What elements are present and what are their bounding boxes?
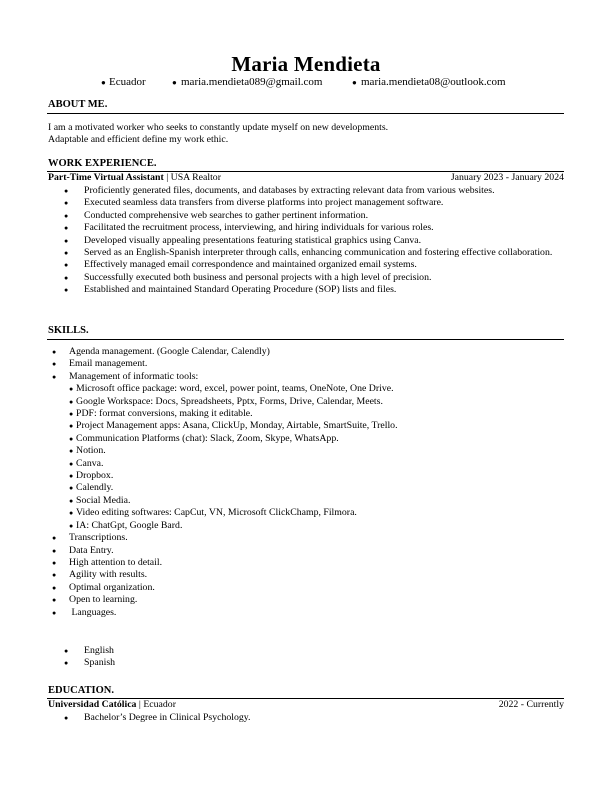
list-item: ● Bachelor’s Degree in Clinical Psychology. (64, 712, 251, 723)
bullet-icon: ● (64, 714, 69, 722)
bullet-icon: ● (69, 410, 74, 419)
list-item: ● Dropbox. (69, 470, 114, 482)
bullet-icon: ● (64, 199, 69, 208)
about-title: ABOUT ME. (48, 99, 108, 110)
bullet-icon: ● (52, 608, 57, 617)
bullet-icon: ● (69, 521, 74, 530)
list-item: ● Executed seamless data transfers from diverse platforms into project management software. (64, 197, 444, 209)
list-item: ● Project Management apps: Asana, ClickUp, Monday, Airtable, SmartSuite, Trello. (69, 420, 398, 432)
contact-location: Ecuador (109, 76, 146, 88)
bullet-icon: ● (69, 385, 74, 394)
list-item: ● High attention to detail. (52, 556, 163, 568)
bullet-icon: ● (52, 348, 57, 356)
list-item: ● Data Entry. (52, 544, 114, 556)
bullet-icon: ● (69, 484, 74, 493)
bullet-icon: ● (352, 78, 357, 87)
candidate-name: Maria Mendieta (231, 52, 381, 76)
list-item: ● Transcriptions. (52, 532, 128, 544)
bullet-icon: ● (52, 583, 57, 592)
bullet-icon: ● (69, 472, 74, 481)
school-name: Universidad Católica (48, 699, 137, 710)
list-item: ● Successfully executed both business and personal projects with a high level of precision. (64, 271, 432, 283)
list-item: ● PDF: format conversions, making it editable. (69, 408, 253, 420)
bullet-icon: ● (69, 496, 74, 505)
list-item: ● Conducted comprehensive web searches to gather pertinent information. (64, 209, 369, 221)
list-item: ● Open to learning. (52, 594, 138, 606)
list-item: ● IA: ChatGpt, Google Bard. (69, 519, 183, 531)
contact-email-outlook[interactable]: maria.mendieta08@outlook.com (361, 76, 506, 88)
education-header (48, 699, 564, 710)
bullet-icon: ● (69, 447, 74, 456)
about-line: I am a motivated worker who seeks to constantly update myself on new developments. (48, 122, 389, 133)
bullet-icon: ● (52, 596, 57, 605)
list-item: ● English (64, 645, 114, 656)
job-header (48, 172, 564, 183)
list-item: ● Languages. (52, 606, 117, 618)
skills-list (48, 346, 398, 619)
bullet-icon: ● (64, 659, 69, 668)
bullet-icon: ● (52, 372, 57, 381)
bullet-icon: ● (64, 249, 69, 258)
bullet-icon: ● (172, 78, 177, 87)
school-location: | Ecuador (138, 699, 176, 710)
bullet-icon: ● (64, 236, 69, 245)
languages-list (48, 645, 115, 670)
list-item: ● Social Media. (69, 494, 131, 506)
bullet-icon: ● (69, 422, 74, 431)
list-item: ● Communication Platforms (chat): Slack, Zoom, Skype, WhatsApp. (69, 432, 339, 444)
list-item: ● Facilitated the recruitment process, interviewing, and hiring individuals for various roles. (64, 222, 434, 234)
bullet-icon: ● (69, 509, 74, 518)
list-item: ● Notion. (69, 445, 106, 457)
job-dates: January 2023 - January 2024 (450, 172, 564, 183)
education-title: EDUCATION. (48, 685, 115, 696)
list-item: ● Agenda management. (Google Calendar, Calendly) (52, 346, 270, 357)
list-item: ● Effectively managed email correspondence and maintained organized email systems. (64, 259, 417, 271)
experience-title: WORK EXPERIENCE. (48, 158, 157, 169)
bullet-icon: ● (52, 571, 57, 580)
list-item: ● Served as an English-Spanish interpreter through calls, enhancing communication and fostering effective collaboration. (64, 247, 553, 259)
job-company: | USA Realtor (166, 172, 221, 183)
bullet-icon: ● (64, 211, 69, 220)
tools-list (69, 383, 398, 532)
bullet-icon: ● (69, 397, 74, 406)
job-bullets (48, 185, 564, 297)
list-item: ● Spanish (64, 657, 116, 669)
list-item: ● Email management. (52, 358, 148, 370)
bullet-icon: ● (64, 261, 69, 270)
bullet-icon: ● (64, 286, 69, 295)
bullet-icon: ● (52, 558, 57, 567)
bullet-icon: ● (52, 534, 57, 543)
list-item: ● Microsoft office package: word, excel, power point, teams, OneNote, One Drive. (69, 383, 394, 395)
list-item: ● Agility with results. (52, 569, 148, 581)
list-item: ● Management of informatic tools: ● Microsoft office package: word, excel, power point, teams, OneNote, One Drive. ● Google Workspace: Docs, Spreadsheets, Pptx, Forms, Drive, Calendar, Meets. ● PDF: format conversions, making it editable. ● Project Management apps: Asana, ClickUp, Monday, Airtable, SmartSuite, Trello. ● Communication Platforms (chat): Slack, Zoom, Skype, WhatsApp. ● Notion. ● Canva. ● Dropbox. ● Calendly. ● Social Media. ● Video editing softwares: CapCut, VN, Microsoft ClickChamp, Filmora. ● IA: ChatGpt, Google Bard. (52, 370, 398, 531)
contact-email-gmail[interactable]: maria.mendieta089@gmail.com (181, 76, 323, 88)
bullet-icon: ● (69, 434, 74, 443)
list-item: ● Developed visually appealing presentations featuring statistical graphics using Canva. (64, 234, 422, 246)
skills-title: SKILLS. (48, 325, 89, 336)
list-item: ● Canva. (69, 457, 104, 469)
list-item: ● Proficiently generated files, documents, and databases by extracting relevant data from various websites. (64, 185, 495, 196)
about-line: Adaptable and efficient define my work ethic. (48, 134, 229, 145)
section-divider (47, 113, 564, 114)
list-item: ● Google Workspace: Docs, Spreadsheets, Pptx, Forms, Drive, Calendar, Meets. (69, 395, 383, 407)
section-divider (47, 339, 564, 340)
list-item: ● Calendly. (69, 482, 114, 494)
bullet-icon: ● (101, 78, 106, 87)
job-role: Part-Time Virtual Assistant (48, 172, 164, 183)
bullet-icon: ● (64, 224, 69, 233)
bullet-icon: ● (64, 273, 69, 282)
bullet-icon: ● (52, 546, 57, 555)
bullet-icon: ● (64, 647, 69, 655)
list-item: ● Optimal organization. (52, 581, 155, 593)
list-item: ● Video editing softwares: CapCut, VN, Microsoft ClickChamp, Filmora. (69, 507, 357, 519)
bullet-icon: ● (69, 459, 74, 468)
education-dates: 2022 - Currently (498, 699, 564, 710)
bullet-icon: ● (64, 187, 69, 195)
bullet-icon: ● (52, 360, 57, 369)
list-item: ● Established and maintained Standard Operating Procedure (SOP) lists and files. (64, 284, 397, 296)
education-bullets (48, 712, 251, 724)
